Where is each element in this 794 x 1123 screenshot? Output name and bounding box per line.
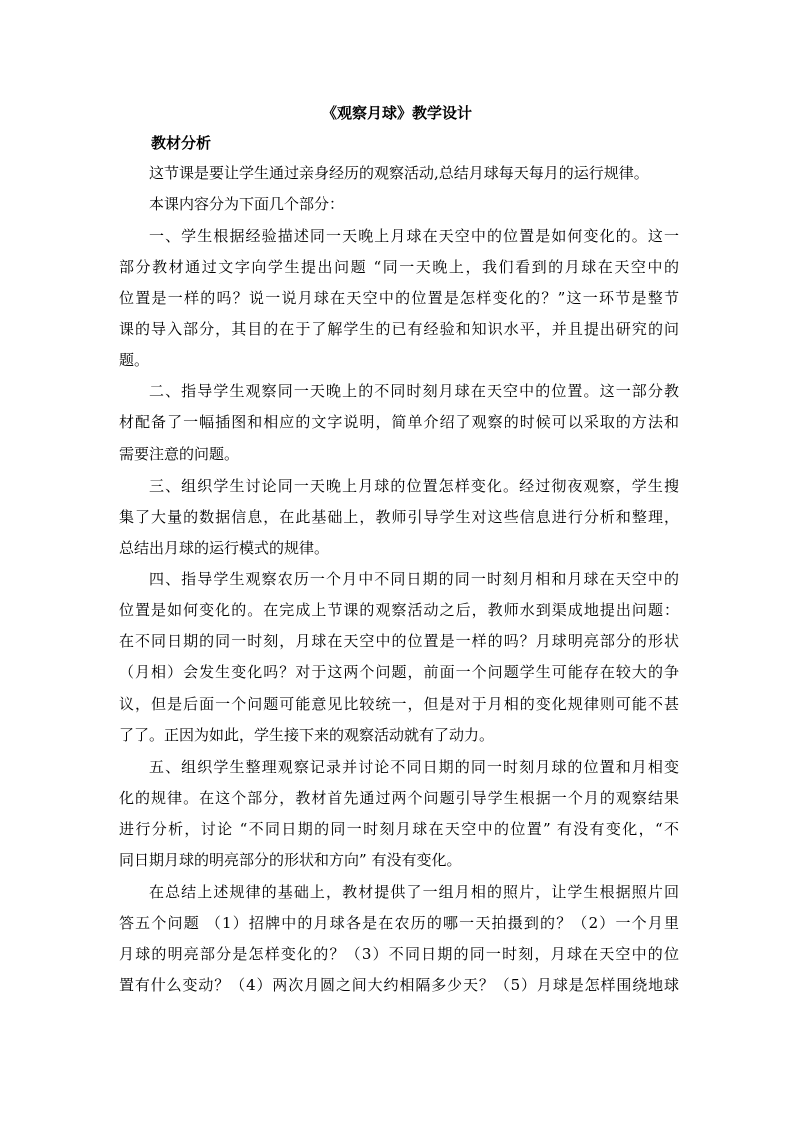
- paragraph-line: 进行分析，讨论 “不同日期的同一时刻月球在天空中的位置” 有没有变化，“不: [119, 820, 679, 838]
- paragraph-line: 答五个问题 （1）招牌中的月球各是在农历的哪一天拍摄到的？（2）一个月里: [119, 914, 679, 932]
- paragraph-line: 议，但是后面一个问题可能意见比较统一，但是对于月相的变化规律则可能不甚: [119, 695, 679, 713]
- paragraph-line: 四、指导学生观察农历一个月中不同日期的同一时刻月相和月球在天空中的: [149, 570, 679, 588]
- paragraph-line: 月球的明亮部分是怎样变化的？（3）不同日期的同一时刻，月球在天空中的位: [119, 945, 679, 963]
- paragraph-line: 课的导入部分，其目的在于了解学生的已有经验和知识水平，并且提出研究的问: [119, 320, 679, 338]
- section-heading: 教材分析: [151, 134, 212, 152]
- paragraph-line: 需要注意的问题。: [119, 445, 240, 463]
- paragraph-line: 三、组织学生讨论同一天晚上月球的位置怎样变化。经过彻夜观察，学生搜: [149, 477, 679, 495]
- paragraph-line: 二、指导学生观察同一天晚上的不同时刻月球在天空中的位置。这一部分教: [149, 382, 679, 400]
- paragraph-line: 置有什么变动？（4）两次月圆之间大约相隔多少天？（5）月球是怎样围绕地球: [119, 976, 679, 994]
- paragraph-line: 材配备了一幅插图和相应的文字说明，简单介绍了观察的时候可以采取的方法和: [119, 413, 679, 431]
- paragraph-line: 同日期月球的明亮部分的形状和方向” 有没有变化。: [119, 851, 462, 869]
- paragraph-line: 化的规律。在这个部分，教材首先通过两个问题引导学生根据一个月的观察结果: [119, 789, 679, 807]
- paragraph-line: 了了。正因为如此，学生接下来的观察活动就有了动力。: [119, 726, 495, 744]
- paragraph-line: 部分教材通过文字向学生提出问题 “同一天晚上，我们看到的月球在天空中的: [119, 258, 679, 276]
- paragraph-line: 五、组织学生整理观察记录并讨论不同日期的同一时刻月球的位置和月相变: [149, 758, 679, 776]
- paragraph-line: 这节课是要让学生通过亲身经历的观察活动,总结月球每天每月的运行规律。: [149, 164, 649, 182]
- paragraph-line: 总结出月球的运行模式的规律。: [119, 539, 330, 557]
- paragraph-line: 集了大量的数据信息，在此基础上，教师引导学生对这些信息进行分析和整理，: [119, 508, 679, 526]
- paragraph-line: 位置是一样的吗？说一说月球在天空中的位置是怎样变化的？”这一环节是整节: [119, 289, 679, 307]
- paragraph-line: 本课内容分为下面几个部分：: [149, 195, 345, 213]
- paragraph-line: 在总结上述规律的基础上，教材提供了一组月相的照片，让学生根据照片回: [149, 883, 679, 901]
- document-title: 《观察月球》教学设计: [321, 104, 472, 122]
- paragraph-line: 题。: [119, 351, 150, 369]
- paragraph-line: 一、学生根据经验描述同一天晚上月球在天空中的位置是如何变化的。这一: [149, 227, 679, 245]
- paragraph-line: 在不同日期的同一时刻，月球在天空中的位置是一样的吗？月球明亮部分的形状: [119, 632, 679, 650]
- paragraph-line: 位置是如何变化的。在完成上节课的观察活动之后，教师水到渠成地提出问题：: [119, 601, 679, 619]
- paragraph-line: （月相）会发生变化吗？对于这两个问题，前面一个问题学生可能存在较大的争: [119, 663, 679, 681]
